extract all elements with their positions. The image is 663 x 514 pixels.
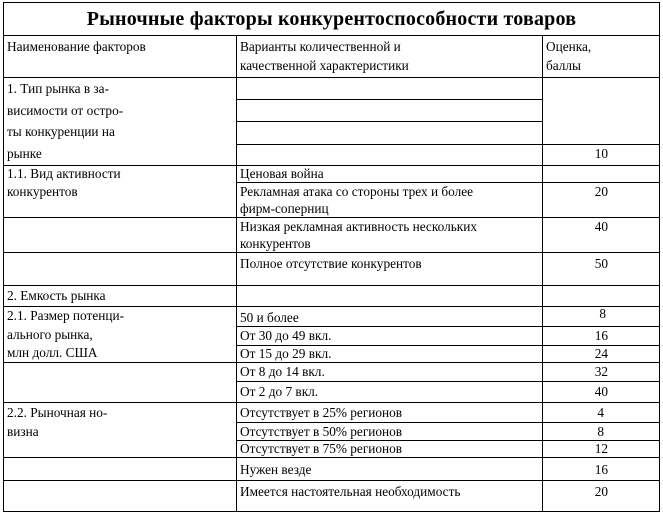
score-cell: 16: [594, 328, 608, 343]
factor-label: ты конкуренции на: [7, 124, 115, 139]
variant-cell: Рекламная атака со стороны трех и более: [240, 184, 474, 199]
factor-label: висимости от остро-: [7, 103, 124, 118]
score-cell: 20: [594, 484, 608, 499]
variant-cell: Отсутствует в 25% регионов: [240, 405, 403, 420]
page-title: Рыночные факторы конкурентоспособности товаров: [86, 8, 577, 30]
factor-label: визна: [7, 424, 39, 439]
row-divider: [236, 121, 543, 122]
variant-cell: Нужен везде: [240, 462, 312, 477]
score-cell: 8: [597, 424, 604, 439]
row-divider: [3, 402, 660, 403]
variant-cell: От 30 до 49 вкл.: [240, 328, 332, 343]
variant-cell: Ценовая война: [240, 166, 324, 181]
factor-label: 2.2. Рыночная но-: [7, 405, 108, 420]
table-border-left: [3, 36, 4, 512]
variant-cell: От 8 до 14 вкл.: [240, 364, 325, 379]
score-cell: 8: [599, 306, 606, 321]
score-cell: 16: [594, 462, 608, 477]
score-cell: 24: [594, 346, 608, 361]
variant-cell: фирм-соперниц: [240, 201, 329, 216]
title-box: [3, 2, 660, 36]
header-bottom-border: [3, 77, 660, 78]
variant-cell: конкурентов: [240, 236, 311, 251]
score-cell: 10: [594, 146, 608, 161]
header-factor-name: Наименование факторов: [7, 39, 146, 54]
variant-cell: Отсутствует в 50% регионов: [240, 424, 403, 439]
row-divider: [3, 285, 660, 286]
factor-label: 2. Емкость рынка: [7, 288, 106, 303]
score-cell: 40: [594, 219, 608, 234]
factor-label: ального рынка,: [7, 327, 93, 342]
variant-cell: Имеется настоятельная необходимость: [240, 484, 461, 499]
score-cell: 4: [597, 405, 604, 420]
factor-label: рынке: [7, 146, 42, 161]
table-border-bottom: [3, 511, 660, 512]
row-divider: [236, 144, 543, 145]
row-divider: [236, 99, 543, 100]
variant-cell: Полное отсутствие конкурентов: [240, 256, 422, 271]
factor-label: 2.1. Размер потенци-: [7, 308, 124, 323]
factor-label: 1.1. Вид активности: [7, 166, 121, 181]
row-divider: [3, 252, 660, 253]
header-variants-line2: качественной характеристики: [240, 58, 409, 73]
row-divider: [236, 381, 660, 382]
header-score-line2: баллы: [546, 58, 581, 73]
row-divider: [3, 480, 660, 481]
variant-cell: От 2 до 7 вкл.: [240, 384, 319, 399]
score-cell: 12: [594, 441, 608, 456]
factor-label: 1. Тип рынка в за-: [7, 81, 110, 96]
header-variants-line1: Варианты количественной и: [240, 39, 401, 54]
factor-label: конкурентов: [7, 184, 78, 199]
variant-cell: От 15 до 29 вкл.: [240, 346, 332, 361]
score-cell: 50: [594, 256, 608, 271]
variant-cell: Низкая рекламная активность нескольких: [240, 219, 478, 234]
score-cell: 32: [594, 364, 608, 379]
header-score-line1: Оценка,: [546, 39, 592, 54]
factor-label: млн долл. США: [7, 345, 98, 360]
score-cell: 20: [594, 184, 608, 199]
score-cell: 40: [594, 384, 608, 399]
variant-cell: Отсутствует в 75% регионов: [240, 441, 403, 456]
variant-cell: 50 и более: [240, 310, 299, 325]
